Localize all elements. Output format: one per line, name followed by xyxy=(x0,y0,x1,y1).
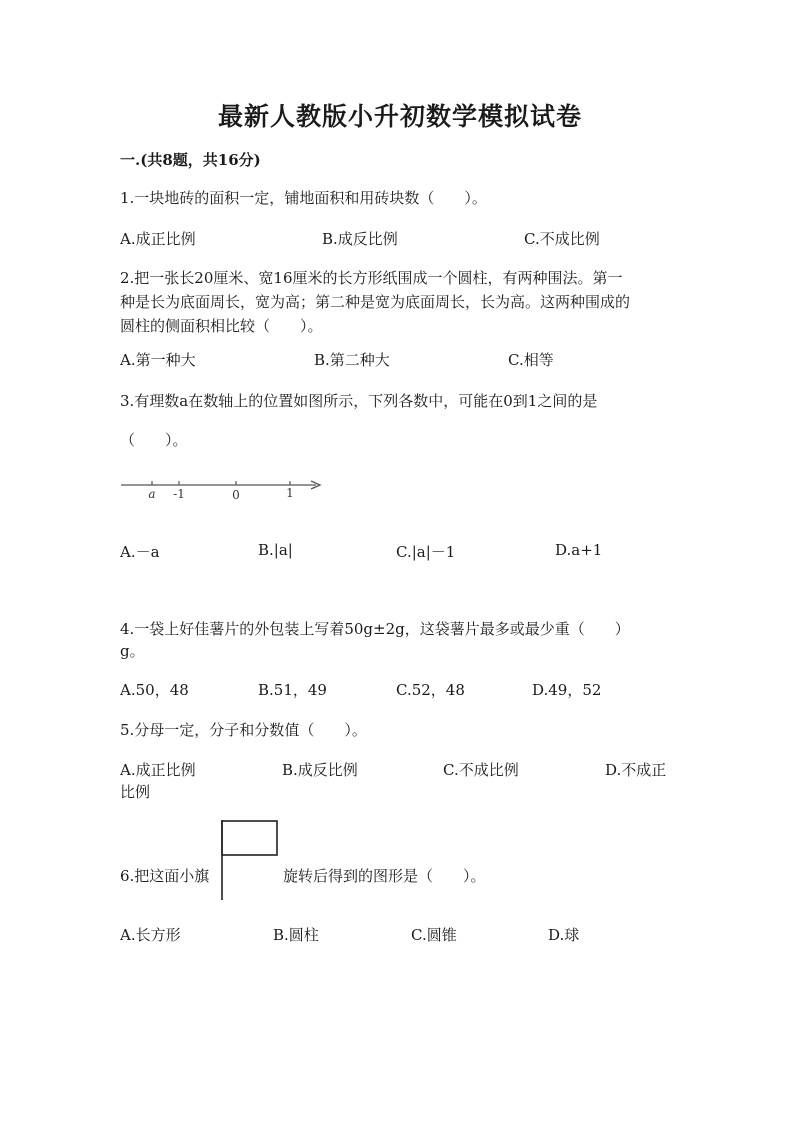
number-line-figure xyxy=(118,474,328,506)
question-2-line-3: 圆柱的侧面积相比较（ ）。 xyxy=(120,317,323,335)
flag-banner xyxy=(222,821,277,855)
flag-icon xyxy=(218,818,282,902)
label-0: 0 xyxy=(232,488,240,502)
label-a: a xyxy=(148,487,156,501)
q3-option-a: A.－a xyxy=(120,543,160,561)
q5-option-d: D.不成正 xyxy=(605,761,667,779)
q5-option-d-continued: 比例 xyxy=(120,783,151,801)
q5-option-b: B.成反比例 xyxy=(282,761,358,779)
q6-option-b: B.圆柱 xyxy=(273,926,319,944)
question-2-line-2: 种是长为底面周长，宽为高；第二种是宽为底面周长，长为高。这两种围成的 xyxy=(120,293,631,311)
label-1: 1 xyxy=(286,486,294,500)
q1-option-b: B.成反比例 xyxy=(322,230,398,248)
page-title: 最新人教版小升初数学模拟试卷 xyxy=(217,102,582,131)
q4-option-d: D.49，52 xyxy=(532,681,602,699)
question-1-text: 1.一块地砖的面积一定，铺地面积和用砖块数（ ）。 xyxy=(120,189,487,207)
q4-option-b: B.51，49 xyxy=(258,681,327,699)
q1-option-c: C.不成比例 xyxy=(524,230,600,248)
q3-option-d: D.a+1 xyxy=(555,541,603,559)
q6-option-d: D.球 xyxy=(548,926,580,944)
q6-option-c: C.圆锥 xyxy=(411,926,457,944)
question-6-text-before: 6.把这面小旗 xyxy=(120,867,210,885)
q5-option-a: A.成正比例 xyxy=(120,761,196,779)
q1-option-a: A.成正比例 xyxy=(120,230,196,248)
question-5-text: 5.分母一定，分子和分数值（ ）。 xyxy=(120,721,367,739)
question-6-text-after: 旋转后得到的图形是（ ）。 xyxy=(283,867,486,885)
q2-option-c: C.相等 xyxy=(508,351,554,369)
question-4-line-2: g。 xyxy=(120,642,145,660)
question-3-line-1: 3.有理数a在数轴上的位置如图所示，下列各数中，可能在0到1之间的是 xyxy=(120,392,598,410)
q5-option-c: C.不成比例 xyxy=(443,761,519,779)
q3-option-b: B.|a| xyxy=(258,541,293,559)
q2-option-a: A.第一种大 xyxy=(120,351,196,369)
q4-option-a: A.50，48 xyxy=(120,681,189,699)
q2-option-b: B.第二种大 xyxy=(314,351,390,369)
q3-option-c: C.|a|－1 xyxy=(396,543,456,561)
q6-option-a: A.长方形 xyxy=(120,926,181,944)
question-3-line-2: （ ）。 xyxy=(120,431,188,449)
section-heading: 一.(共8题，共16分) xyxy=(120,151,261,169)
label-minus-1: -1 xyxy=(173,487,185,501)
question-4-line-1: 4.一袋上好佳薯片的外包装上写着50g±2g，这袋薯片最多或最少重（ ） xyxy=(120,620,630,638)
question-2-line-1: 2.把一张长20厘米、宽16厘米的长方形纸围成一个圆柱，有两种围法。第一 xyxy=(120,269,623,287)
q4-option-c: C.52，48 xyxy=(396,681,465,699)
